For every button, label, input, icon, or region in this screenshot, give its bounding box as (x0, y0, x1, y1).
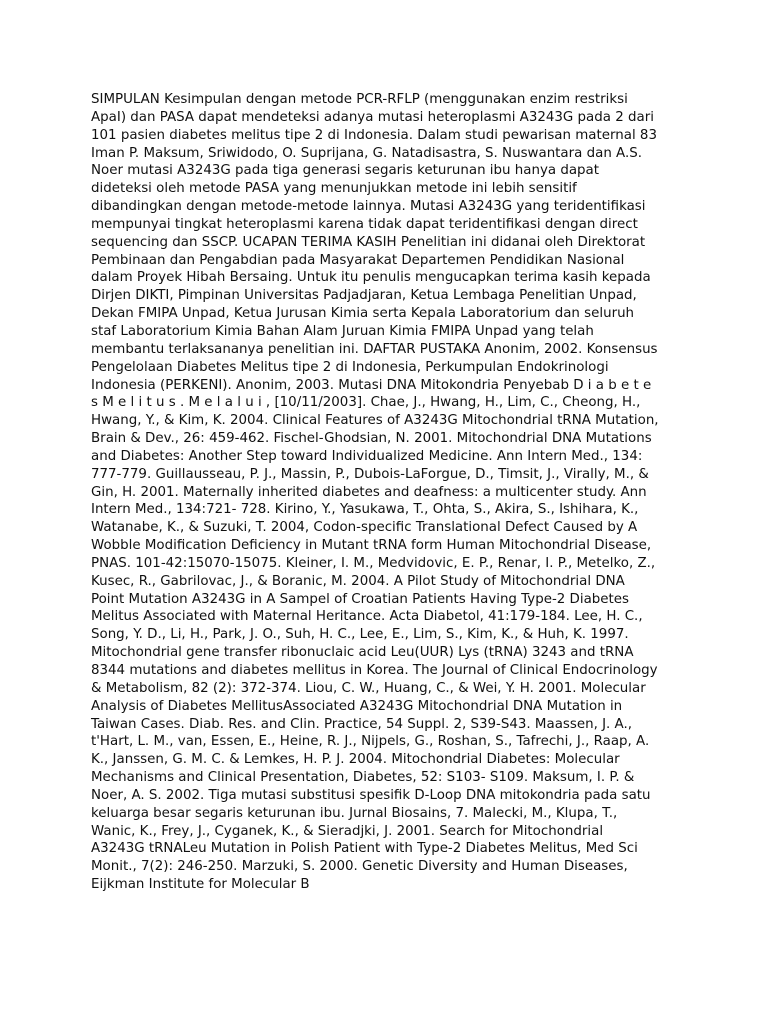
text-line: ApaI) dan PASA dapat mendeteksi adanya mutasi heteroplasmi A3243G pada 2 dari (91, 109, 654, 125)
text-line: & Metabolism, 82 (2): 372-374. Liou, C. W., Huang, C., & Wei, Y. H. 2001. Molecular (91, 680, 646, 696)
text-line: Noer, A. S. 2002. Tiga mutasi substitusi spesifik D-Loop DNA mitokondria pada satu (91, 787, 651, 803)
text-line: Pengelolaan Diabetes Melitus tipe 2 di Indonesia, Perkumpulan Endokrinologi (91, 359, 609, 375)
text-line: Song, Y. D., Li, H., Park, J. O., Suh, H. C., Lee, E., Lim, S., Kim, K., & Huh, K. 1997. (91, 627, 629, 643)
text-line: t'Hart, L. M., van, Essen, E., Heine, R. J., Nijpels, G., Roshan, S., Tafrechi, J., Raap, A. (91, 734, 650, 750)
text-line: Monit., 7(2): 246-250. Marzuki, S. 2000. Genetic Diversity and Human Diseases, (91, 859, 628, 875)
text-line: PNAS. 101-42:15070-15075. Kleiner, I. M., Medvidovic, E. P., Renar, I. P., Metelko, Z., (91, 555, 656, 571)
text-line: Taiwan Cases. Diab. Res. and Clin. Practice, 54 Suppl. 2, S39-S43. Maassen, J. A., (91, 716, 632, 732)
text-line: keluarga besar segaris keturunan ibu. Jurnal Biosains, 7. Malecki, M., Klupa, T., (91, 805, 618, 821)
text-line: Pembinaan dan Pengabdian pada Masyarakat Departemen Pendidikan Nasional (91, 252, 625, 268)
text-line: Brain & Dev., 26: 459-462. Fischel-Ghodsian, N. 2001. Mitochondrial DNA Mutations (91, 431, 652, 447)
text-line: Iman P. Maksum, Sriwidodo, O. Suprijana, G. Natadisastra, S. Nuswantara dan A.S. (91, 145, 642, 161)
text-line: K., Janssen, G. M. C. & Lemkes, H. P. J. 2004. Mitochondrial Diabetes: Molecular (91, 752, 620, 768)
text-line: 101 pasien diabetes melitus tipe 2 di Indonesia. Dalam studi pewarisan maternal 83 (91, 127, 657, 143)
text-line: mempunyai tingkat heteroplasmi karena tidak dapat teridentifikasi dengan direct (91, 216, 638, 232)
text-line: Dekan FMIPA Unpad, Ketua Jurusan Kimia serta Kepala Laboratorium dan seluruh (91, 306, 635, 322)
text-line: SIMPULAN Kesimpulan dengan metode PCR-RFLP (menggunakan enzim restriksi (91, 92, 628, 107)
text-line: Hwang, Y., & Kim, K. 2004. Clinical Features of A3243G Mitochondrial tRNA Mutation, (91, 413, 659, 429)
text-line: sequencing dan SSCP. UCAPAN TERIMA KASIH Penelitian ini didanai oleh Direktorat (91, 234, 646, 250)
text-line: Melitus Associated with Maternal Heritance. Acta Diabetol, 41:179-184. Lee, H. C., (91, 609, 643, 625)
text-line: dalam Proyek Hibah Bersaing. Untuk itu penulis mengucapkan terima kasih kepada (91, 270, 651, 286)
text-line: A3243G tRNALeu Mutation in Polish Patient with Type-2 Diabetes Melitus, Med Sci (91, 841, 638, 857)
text-line: 777-779. Guillausseau, P. J., Massin, P., Dubois-LaForgue, D., Timsit, J., Virally, M., & (91, 466, 649, 482)
text-line: Gin, H. 2001. Maternally inherited diabetes and deafness: a multicenter study. Ann (91, 484, 647, 500)
text-line: Mechanisms and Clinical Presentation, Diabetes, 52: S103- S109. Maksum, I. P. & (91, 770, 635, 786)
text-line: Indonesia (PERKENI). Anonim, 2003. Mutasi DNA Mitokondria Penyebab D i a b e t e (91, 377, 652, 393)
text-line: Dirjen DIKTI, Pimpinan Universitas Padjadjaran, Ketua Lembaga Penelitian Unpad, (91, 288, 637, 304)
text-line: Mitochondrial gene transfer ribonuclaic acid Leu(UUR) Lys (tRNA) 3243 and tRNA (91, 645, 634, 661)
text-line: staf Laboratorium Kimia Bahan Alam Juruan Kimia FMIPA Unpad yang telah (91, 323, 594, 339)
text-line: Point Mutation A3243G in A Sampel of Croatian Patients Having Type-2 Diabetes (91, 591, 629, 607)
text-line: s M e l i t u s . M e l a l u i , [10/11/2003]. Chae, J., Hwang, H., Lim, C., Cheong, H., (91, 395, 641, 411)
text-line: Intern Med., 134:721- 728. Kirino, Y., Yasukawa, T., Ohta, S., Akira, S., Ishihara, K., (91, 502, 639, 518)
text-line: Wobble Modification Deficiency in Mutant tRNA form Human Mitochondrial Disease, (91, 538, 652, 554)
text-line: Noer mutasi A3243G pada tiga generasi segaris keturunan ibu hanya dapat (91, 163, 600, 179)
text-line: and Diabetes: Another Step toward Individualized Medicine. Ann Intern Med., 134: (91, 448, 643, 464)
text-line: membantu terlaksananya penelitian ini. DAFTAR PUSTAKA Anonim, 2002. Konsensus (91, 341, 658, 357)
text-line: 8344 mutations and diabetes mellitus in Korea. The Journal of Clinical Endocrinology (91, 663, 658, 678)
text-line: Eijkman Institute for Molecular B (91, 877, 310, 893)
text-line: dibandingkan dengan metode-metode lainnya. Mutasi A3243G yang teridentifikasi (91, 199, 646, 215)
text-line: dideteksi oleh metode PASA yang menunjukkan metode ini lebih sensitif (91, 181, 577, 197)
text-line: Watanabe, K., & Suzuki, T. 2004, Codon-specific Translational Defect Caused by A (91, 520, 638, 536)
body-text (91, 91, 691, 894)
text-line: Wanic, K., Frey, J., Cyganek, K., & Sieradjki, J. 2001. Search for Mitochondrial (91, 823, 604, 839)
text-line: Analysis of Diabetes MellitusAssociated A3243G Mitochondrial DNA Mutation in (91, 698, 623, 714)
text-line: Kusec, R., Gabrilovac, J., & Boranic, M. 2004. A Pilot Study of Mitochondrial DNA (91, 573, 625, 589)
